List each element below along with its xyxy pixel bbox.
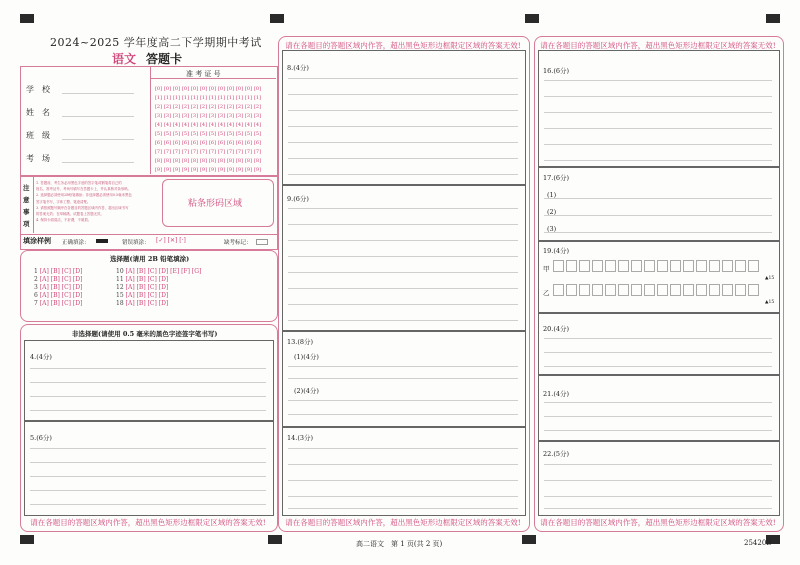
answer-line [288,508,518,509]
warning-bottom-col2: 请在各题目的答题区域内作答，超出黑色矩形边框限定区域的答案无效! [285,518,521,527]
answer-line [288,496,518,497]
admission-digit-bubble[interactable]: [9] [172,167,181,173]
question-17-label: 17.(6分) [543,174,570,182]
choice-row-left[interactable] [34,284,82,291]
choice-number: 11 [116,276,124,283]
notice-title: 注意事项 [23,184,30,228]
admission-digit-bubble[interactable]: [7] [181,149,190,155]
admission-digit-bubble[interactable]: [3] [181,113,190,119]
admission-digit-bubble[interactable]: [1] [208,95,217,101]
admission-digit-bubble[interactable]: [4] [226,122,235,128]
absent-mark-label: 缺考标记： [224,240,252,246]
writing-grid-cell[interactable] [735,260,746,272]
question-17-2-label: (2) [547,208,557,216]
admission-digit-bubble[interactable]: [1] [253,95,262,101]
admission-digit-bubble[interactable]: [3] [217,113,226,119]
writing-grid-cell[interactable] [553,284,564,296]
field-school: 学 校 [26,85,50,94]
admission-digit-bubble[interactable]: [9] [163,167,172,173]
answer-line [544,416,772,417]
answer-line [288,272,518,273]
answer-line [544,464,772,465]
admission-digit-bubble[interactable]: [3] [253,113,262,119]
choice-row-left[interactable] [34,292,82,299]
answer-line [30,396,266,397]
admission-digit-bubble[interactable]: [4] [154,122,163,128]
answer-box-q19[interactable] [538,240,780,314]
admission-digit-bubble[interactable]: [6] [163,140,172,146]
admission-digit-bubble[interactable]: [6] [154,140,163,146]
question-19-b-label: 乙 [543,289,550,297]
admission-digit-bubble[interactable]: [1] [154,95,163,101]
admission-digit-bubble[interactable]: [1] [190,95,199,101]
admission-digit-bubble[interactable]: [6] [208,140,217,146]
admission-digit-bubble[interactable]: [6] [190,140,199,146]
admission-digit-bubble[interactable]: [3] [235,113,244,119]
answer-line [30,368,266,369]
choice-options[interactable]: [A] [B] [C] [D] [125,292,169,299]
admission-digit-bubble[interactable]: [2] [208,104,217,110]
admission-digit-bubble[interactable]: [0] [208,86,217,92]
choice-number: 1 [34,268,38,275]
admission-digit-bubble[interactable]: [8] [199,158,208,164]
answer-line [30,476,266,477]
answer-line [288,94,518,95]
answer-line [288,304,518,305]
writing-grid-cell[interactable] [553,260,564,272]
answer-line [544,96,772,97]
admission-digit-bubble[interactable]: [8] [244,158,253,164]
admission-digit-bubble[interactable]: [1] [235,95,244,101]
choice-number: 2 [34,276,38,283]
answer-box-q16[interactable] [538,50,780,168]
admission-digit-bubble[interactable]: [2] [172,104,181,110]
answer-box-q17[interactable] [538,166,780,242]
admission-digit-bubble[interactable]: [5] [208,131,217,137]
wrong-fill-label: 错误填涂： [122,240,150,246]
admission-digit-bubble[interactable]: [4] [190,122,199,128]
admission-digit-bubble[interactable]: [2] [235,104,244,110]
admission-digit-bubble[interactable]: [8] [217,158,226,164]
choice-number: 18 [116,300,124,307]
question-19-label: 19.(4分) [543,247,570,255]
answer-line [288,414,518,415]
warning-top-col2: 请在各题目的答题区域内作答，超出黑色矩形边框限定区域的答案无效! [285,41,521,50]
admission-digit-bubble[interactable]: [9] [208,167,217,173]
admission-digit-bubble[interactable]: [9] [190,167,199,173]
writing-grid-cell[interactable] [748,284,759,296]
choice-options[interactable]: [A] [B] [C] [D] [125,284,169,291]
admission-digit-bubble[interactable]: [4] [163,122,172,128]
writing-grid-cell[interactable] [566,284,577,296]
answer-box-q14[interactable] [282,426,526,516]
answer-line [544,480,772,481]
answer-line [30,504,266,505]
admission-digit-bubble[interactable]: [9] [217,167,226,173]
admission-digit-bubble[interactable]: [1] [217,95,226,101]
writing-grid-cell[interactable] [605,284,616,296]
admission-digit-bubble[interactable]: [5] [199,131,208,137]
question-19-a-count: ▲15 [765,276,775,281]
fill-sample-label: 填涂样例 [23,236,51,245]
answer-line [544,338,772,339]
choice-options[interactable]: [A] [B] [C] [D] [39,276,83,283]
writing-grid-cell[interactable] [748,260,759,272]
question-13-label: 13.(8分) [287,338,314,346]
answer-line [288,78,518,79]
admission-digit-bubble[interactable]: [2] [253,104,262,110]
admission-digit-bubble[interactable]: [3] [199,113,208,119]
notice-text: 1. 答题前，考生务必用黑色字迹的签字笔或钢笔将自己的 姓名、准考证号、考场号填写在答题卡上，并认真核对条形码。 2. 选择题必须使用2B铅笔填涂；非选择题必须使用0.5毫米黑色 签字笔书写，字体工整、笔迹清楚。 3. 请按照题号顺序在各题目的答题区域内作答，超出区域书写 的答案无效；在草稿纸、试题卷上答题无效。 4. 保持卡面清洁，不折叠，不破损。 [36,181,132,223]
admission-digit-bubble[interactable]: [3] [172,113,181,119]
answer-line [544,215,772,216]
choice-options[interactable]: [A] [B] [C] [D] [39,284,83,291]
choice-number: 6 [34,292,38,299]
admission-digit-bubble[interactable]: [6] [235,140,244,146]
choice-row-right[interactable] [116,276,168,283]
answer-box-q21[interactable] [538,374,780,442]
writing-grid-cell[interactable] [579,260,590,272]
admission-digit-bubble[interactable]: [2] [199,104,208,110]
admission-digit-bubble[interactable]: [8] [226,158,235,164]
question-22-label: 22.(5分) [543,450,570,458]
admission-digit-bubble[interactable]: [6] [217,140,226,146]
question-17-3-label: (3) [547,225,557,233]
admission-digit-bubble[interactable]: [1] [181,95,190,101]
field-room: 考 场 [26,154,50,163]
admission-digit-bubble[interactable]: [6] [181,140,190,146]
choice-title: 选择题(请用 2B 铅笔填涂) [110,255,190,263]
answer-line [288,320,518,321]
admission-digit-bubble[interactable]: [7] [235,149,244,155]
admission-digit-bubble[interactable]: [4] [181,122,190,128]
answer-line [288,448,518,449]
writing-grid-cell[interactable] [696,260,707,272]
timing-mark [270,14,284,23]
answer-line [288,400,518,401]
question-17-1-label: (1) [547,191,557,199]
answer-line [544,232,772,233]
admission-digit-bubble[interactable]: [5] [217,131,226,137]
answer-box-q5[interactable] [24,420,274,516]
admission-digit-bubble[interactable]: [8] [190,158,199,164]
answer-line [30,382,266,383]
admission-digit-bubble[interactable]: [7] [163,149,172,155]
admission-digit-bubble[interactable]: [5] [253,131,262,137]
admission-digit-bubble[interactable]: [7] [226,149,235,155]
correct-fill-sample [96,239,108,243]
timing-mark [525,14,539,23]
choice-options[interactable]: [A] [B] [C] [D] [125,276,169,283]
answer-line [288,256,518,257]
admission-digit-bubble[interactable]: [2] [163,104,172,110]
answer-line [288,240,518,241]
admission-digit-bubble[interactable]: [3] [154,113,163,119]
admission-digit-bubble[interactable]: [6] [172,140,181,146]
admission-digit-bubble[interactable]: [0] [154,86,163,92]
admission-digit-bubble[interactable]: [0] [217,86,226,92]
admission-digit-bubble[interactable]: [2] [190,104,199,110]
card-label: 答题卡 [146,52,183,66]
admission-digit-bubble[interactable]: [8] [253,158,262,164]
admission-digit-bubble[interactable]: [4] [208,122,217,128]
writing-grid-cell[interactable] [631,284,642,296]
admission-digit-bubble[interactable]: [9] [253,167,262,173]
admission-digit-bubble[interactable]: [0] [172,86,181,92]
answer-line [544,112,772,113]
answer-line [30,462,266,463]
writing-grid-cell[interactable] [657,284,668,296]
answer-line [288,288,518,289]
choice-options[interactable]: [A] [B] [C] [D] [125,300,169,307]
admission-digit-bubble[interactable]: [4] [244,122,253,128]
admission-number-grid[interactable] [154,80,272,172]
field-name: 姓 名 [26,108,50,117]
writing-grid-cell[interactable] [670,260,681,272]
admission-digit-bubble[interactable]: [1] [172,95,181,101]
writing-grid-cell[interactable] [618,284,629,296]
admission-digit-bubble[interactable]: [5] [235,131,244,137]
admission-digit-bubble[interactable]: [6] [253,140,262,146]
admission-digit-bubble[interactable]: [7] [253,149,262,155]
writing-grid-cell[interactable] [657,260,668,272]
answer-line [288,366,518,367]
subject-label: 语文 [112,52,137,66]
answer-line [30,448,266,449]
writing-grid-cell[interactable] [722,284,733,296]
writing-grid-cell[interactable] [683,284,694,296]
warning-top-col3: 请在各题目的答题区域内作答，超出黑色矩形边框限定区域的答案无效! [540,41,776,50]
choice-row-left[interactable] [34,276,82,283]
timing-mark [20,535,34,544]
question-19-a-label: 甲 [543,265,550,273]
admission-digit-bubble[interactable]: [8] [154,158,163,164]
question-8-label: 8.(4分) [287,64,309,72]
choice-number: 12 [116,284,124,291]
absent-mark-box[interactable] [256,239,268,245]
admission-digit-bubble[interactable]: [8] [181,158,190,164]
admission-digit-bubble[interactable]: [3] [163,113,172,119]
question-14-label: 14.(3分) [287,434,314,442]
admission-digit-bubble[interactable]: [9] [154,167,163,173]
answer-line [544,402,772,403]
wrong-fill-samples: [✓] [✕] [·] [156,237,186,244]
answer-line [30,410,266,411]
admission-digit-bubble[interactable]: [0] [244,86,253,92]
choice-row-left[interactable] [34,268,82,275]
admission-digit-bubble[interactable]: [3] [244,113,253,119]
choice-number: 7 [34,300,38,307]
writing-grid-cell[interactable] [618,260,629,272]
writing-grid-cell[interactable] [670,284,681,296]
writing-grid-cell[interactable] [722,260,733,272]
admission-digit-bubble[interactable]: [0] [226,86,235,92]
admission-digit-bubble[interactable]: [5] [172,131,181,137]
admission-digit-bubble[interactable]: [0] [163,86,172,92]
answer-box-q22[interactable] [538,440,780,516]
answer-line [288,142,518,143]
warning-bottom-col3: 请在各题目的答题区域内作答，超出黑色矩形边框限定区域的答案无效! [540,518,776,527]
choice-options[interactable]: [A] [B] [C] [D] [39,300,83,307]
admission-digit-bubble[interactable]: [3] [190,113,199,119]
admission-digit-bubble[interactable]: [0] [190,86,199,92]
admission-digit-bubble[interactable]: [9] [244,167,253,173]
writing-grid-cell[interactable] [566,260,577,272]
answer-line [544,128,772,129]
admission-digit-bubble[interactable]: [5] [181,131,190,137]
admission-digit-bubble[interactable]: [8] [208,158,217,164]
answer-line [288,378,518,379]
admission-digit-bubble[interactable]: [9] [199,167,208,173]
admission-digit-bubble[interactable]: [2] [181,104,190,110]
admission-digit-bubble[interactable]: [7] [190,149,199,155]
answer-line [30,490,266,491]
admission-digit-bubble[interactable]: [0] [181,86,190,92]
admission-digit-bubble[interactable]: [7] [172,149,181,155]
admission-digit-bubble[interactable]: [2] [154,104,163,110]
question-9-label: 9.(6分) [287,195,309,203]
choice-options[interactable]: [A] [B] [C] [D] [39,268,83,275]
admission-digit-bubble[interactable]: [1] [163,95,172,101]
admission-digit-bubble[interactable]: [2] [217,104,226,110]
admission-digit-bubble[interactable]: [5] [190,131,199,137]
form-code: 25420B [744,539,772,547]
answer-line [544,198,772,199]
admission-digit-bubble[interactable]: [8] [172,158,181,164]
choice-options[interactable]: [A] [B] [C] [D] [E] [F] [G] [125,268,202,275]
writing-grid-cell[interactable] [579,284,590,296]
correct-fill-label: 正确填涂： [62,240,90,246]
admission-digit-bubble[interactable]: [6] [226,140,235,146]
writing-grid-cell[interactable] [644,284,655,296]
answer-box-q8[interactable] [282,50,526,186]
admission-digit-bubble[interactable]: [4] [253,122,262,128]
admission-digit-bubble[interactable]: [3] [208,113,217,119]
warning-bottom-col1: 请在各题目的答题区域内作答，超出黑色矩形边框限定区域的答案无效! [30,518,266,527]
question-16-label: 16.(6分) [543,67,570,75]
admission-digit-bubble[interactable]: [4] [217,122,226,128]
admission-digit-bubble[interactable]: [7] [208,149,217,155]
answer-line [544,80,772,81]
choice-number: 3 [34,284,38,291]
admission-digit-bubble[interactable]: [8] [163,158,172,164]
admission-digit-bubble[interactable]: [2] [226,104,235,110]
writing-grid-cell[interactable] [696,284,707,296]
timing-mark [522,535,536,544]
question-13-2-label: (2)(4分) [294,387,319,395]
question-5-label: 5.(6分) [30,434,52,442]
admission-digit-bubble[interactable]: [4] [172,122,181,128]
writing-grid-cell[interactable] [709,284,720,296]
page-number: 高二语文 第 1 页(共 2 页) [356,540,443,548]
writing-grid-cell[interactable] [592,260,603,272]
answer-line [288,208,518,209]
admission-digit-bubble[interactable]: [1] [244,95,253,101]
question-21-label: 21.(4分) [543,390,570,398]
answer-line [544,496,772,497]
exam-title: 2024~2025 学年度高二下学期期中考试 [50,36,262,49]
admission-digit-bubble[interactable]: [3] [226,113,235,119]
writing-grid-cell[interactable] [709,260,720,272]
nonchoice-title: 非选择题(请使用 0.5 毫米的黑色字迹签字笔书写) [72,330,218,338]
admission-digit-bubble[interactable]: [2] [244,104,253,110]
answer-line [288,126,518,127]
writing-grid-cell[interactable] [605,260,616,272]
choice-row-left[interactable] [34,300,82,307]
admission-digit-bubble[interactable]: [7] [199,149,208,155]
question-4-label: 4.(4分) [30,353,52,361]
choice-number: 10 [116,268,124,275]
admission-digit-bubble[interactable]: [5] [226,131,235,137]
answer-line [288,110,518,111]
timing-mark [766,14,780,23]
writing-grid-cell[interactable] [631,260,642,272]
admission-digit-bubble[interactable]: [4] [199,122,208,128]
admission-label: 准 考 证 号 [186,70,221,78]
admission-digit-bubble[interactable]: [0] [199,86,208,92]
writing-grid-cell[interactable] [644,260,655,272]
question-13-1-label: (1)(4分) [294,353,319,361]
timing-mark [268,535,282,544]
writing-grid-cell[interactable] [683,260,694,272]
choice-row-right[interactable] [116,268,201,275]
admission-digit-bubble[interactable]: [8] [235,158,244,164]
answer-line [544,430,772,431]
answer-box-q9[interactable] [282,184,526,332]
choice-row-right[interactable] [116,284,168,291]
choice-options[interactable]: [A] [B] [C] [D] [39,292,83,299]
admission-digit-bubble[interactable]: [6] [199,140,208,146]
admission-digit-bubble[interactable]: [6] [244,140,253,146]
admission-digit-bubble[interactable]: [7] [154,149,163,155]
admission-digit-bubble[interactable]: [1] [226,95,235,101]
admission-digit-bubble[interactable]: [0] [253,86,262,92]
question-19-b-count: ▲15 [765,300,775,305]
question-20-label: 20.(4分) [543,325,570,333]
answer-line [544,366,772,367]
timing-mark [20,14,34,23]
admission-digit-bubble[interactable]: [9] [226,167,235,173]
barcode-area-label: 粘条形码区域 [188,199,243,209]
admission-digit-bubble[interactable]: [0] [235,86,244,92]
admission-digit-bubble[interactable]: [5] [154,131,163,137]
admission-digit-bubble[interactable]: [7] [217,149,226,155]
answer-line [288,174,518,175]
answer-line [288,480,518,481]
admission-digit-bubble[interactable]: [7] [244,149,253,155]
choice-row-right[interactable] [116,300,168,307]
answer-line [544,144,772,145]
answer-line [544,508,772,509]
admission-digit-bubble[interactable]: [4] [235,122,244,128]
admission-digit-bubble[interactable]: [9] [235,167,244,173]
admission-digit-bubble[interactable]: [5] [244,131,253,137]
admission-digit-bubble[interactable]: [1] [199,95,208,101]
choice-number: 15 [116,292,124,299]
writing-grid-cell[interactable] [735,284,746,296]
answer-line [544,160,772,161]
choice-row-right[interactable] [116,292,168,299]
answer-line [288,224,518,225]
answer-line [544,352,772,353]
writing-grid-cell[interactable] [592,284,603,296]
answer-line [288,158,518,159]
field-class: 班 级 [26,131,50,140]
answer-line [288,464,518,465]
admission-digit-bubble[interactable]: [5] [163,131,172,137]
admission-digit-bubble[interactable]: [9] [181,167,190,173]
